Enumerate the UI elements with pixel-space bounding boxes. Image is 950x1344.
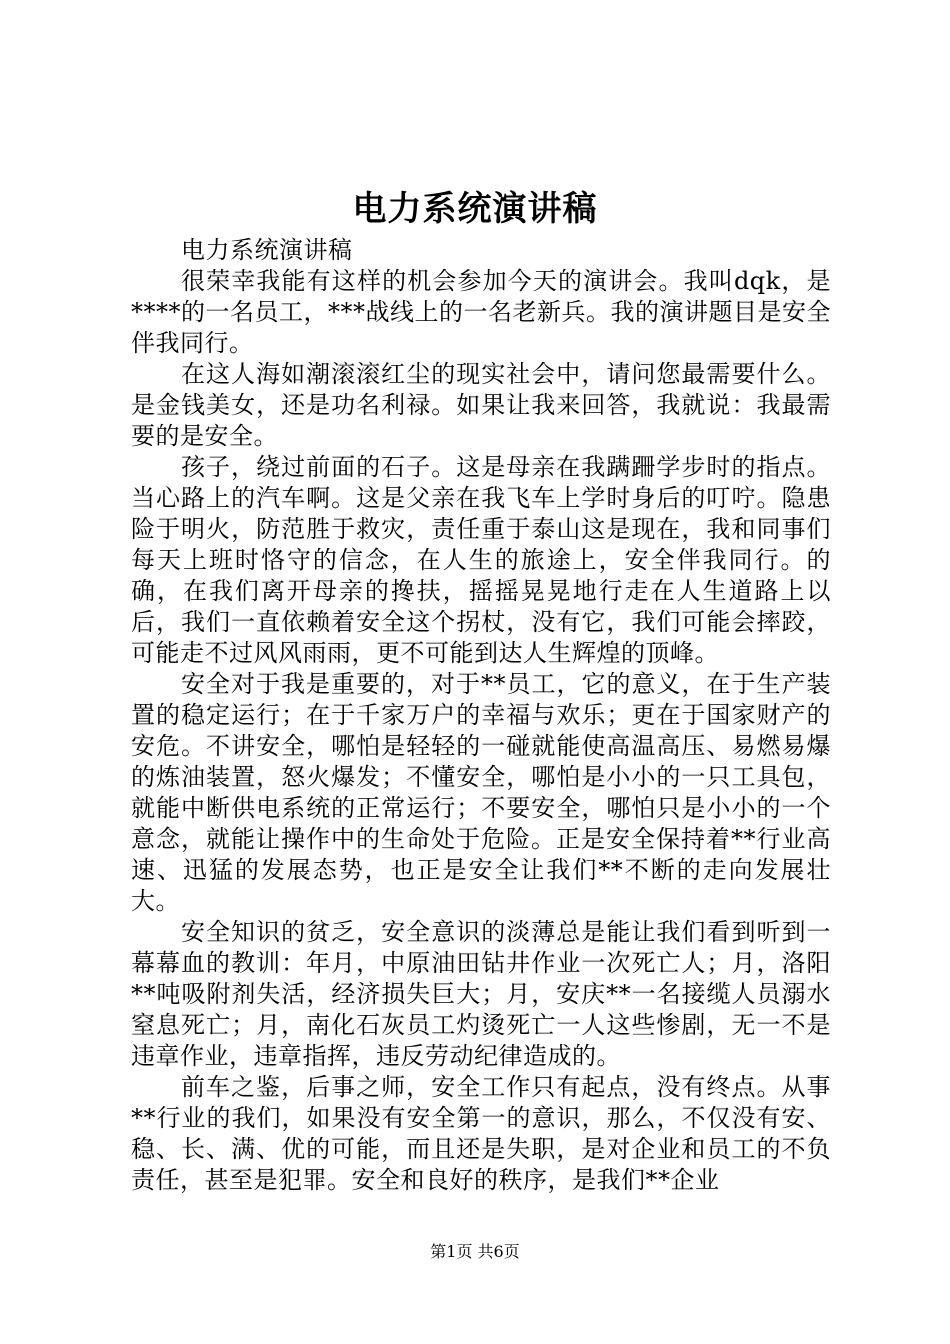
paragraph: 很荣幸我能有这样的机会参加今天的演讲会。我叫dqk，是****的一名员工，***战线上的一名老新兵。我的演讲题目是安全伴我同行。 [131, 267, 831, 357]
paragraph: 孩子，绕过前面的石子。这是母亲在我蹒跚学步时的指点。当心路上的汽车啊。这是父亲在我飞车上学时身后的叮咛。隐患险于明火，防范胜于救灾，责任重于泰山这是现在，我和同事们每天上班时恪守的信念，在人生的旅途上，安全伴我同行。的确，在我们离开母亲的搀扶，摇摇晃晃地行走在人生道路上以后，我们一直依赖着安全这个拐杖，没有它，我们可能会摔跤，可能走不过风风雨雨，更不可能到达人生辉煌的顶峰。 [131, 453, 831, 667]
paragraph: 安全对于我是重要的，对于**员工，它的意义，在于生产装置的稳定运行；在于千家万户的幸福与欢乐；更在于国家财产的安危。不讲安全，哪怕是轻轻的一碰就能使高温高压、易燃易爆的炼油装置，怒火爆发；不懂安全，哪怕是小小的一只工具包，就能中断供电系统的正常运行；不要安全，哪怕只是小小的一个意念，就能让操作中的生命处于危险。正是安全保持着**行业高速、迅猛的发展态势，也正是安全让我们**不断的走向发展壮大。 [131, 670, 831, 915]
paragraph: 在这人海如潮滚滚红尘的现实社会中，请问您最需要什么。是金钱美女，还是功名利禄。如果让我来回答，我就说：我最需要的是安全。 [131, 360, 831, 450]
document-title: 电力系统演讲稿 [352, 189, 598, 229]
page-footer [0, 1240, 950, 1264]
paragraph: 安全知识的贫乏，安全意识的淡薄总是能让我们看到听到一幕幕血的教训：年月，中原油田钻井作业一次死亡人；月，洛阳**吨吸附剂失活，经济损失巨大；月，安庆**一名接缆人员溺水窒息死亡；月，南化石灰员工灼烫死亡一人这些惨剧，无一不是违章作业，违章指挥，违反劳动纪律造成的。 [131, 918, 831, 1070]
paragraph: 电力系统演讲稿 [181, 236, 353, 264]
document-body [131, 235, 831, 1196]
page-number: 第1页 共6页 [430, 1242, 520, 1261]
paragraph: 前车之鉴，后事之师，安全工作只有起点，没有终点。从事**行业的我们，如果没有安全第一的意识，那么，不仅没有安、稳、长、满、优的可能，而且还是失职，是对企业和员工的不负责任，甚至是犯罪。安全和良好的秩序，是我们**企业 [131, 1073, 831, 1194]
